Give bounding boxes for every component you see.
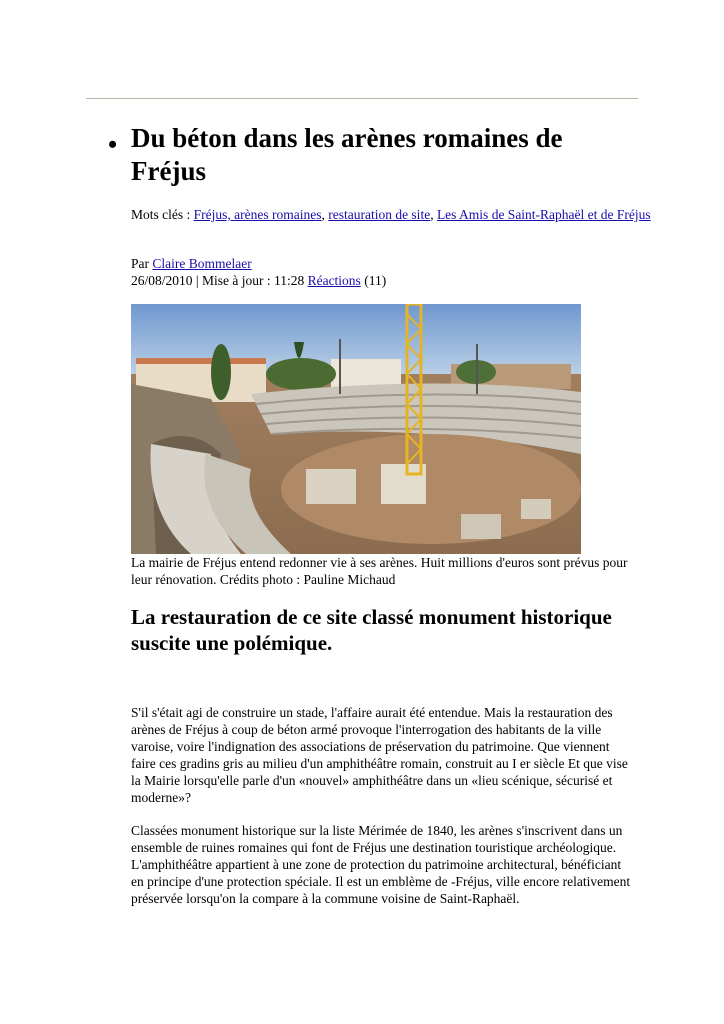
article-title: Du béton dans les arènes romaines de Fréjus bbox=[131, 123, 563, 186]
arena-photo bbox=[131, 304, 581, 554]
body-paragraph-2: Classées monument historique sur la liste Mérimée de 1840, les arènes s'inscrivent dans un ensemble de ruines romaines qui font de Fréjus une destination touristique archéologique. L'amphithéâtre appartient à une zone de protection du patrimoine architectural, bénéficiant en principe d'une protection spéciale. Il est un emblème de -Fréjus, ville encore relativement préservée lorsqu'on la compare à la commune voisine de Saint-Raphaël. bbox=[131, 823, 631, 906]
keyword-separator: , bbox=[321, 207, 329, 222]
author-link[interactable]: Claire Bommelaer bbox=[152, 256, 252, 271]
photo-caption: La mairie de Fréjus entend redonner vie à ses arènes. Huit millions d'euros sont prévus pour leur rénovation. Crédits photo : Pauline Michaud bbox=[131, 555, 628, 587]
keywords-line bbox=[131, 206, 651, 223]
byline bbox=[131, 255, 651, 289]
keyword-link-amis[interactable]: Les Amis de Saint-Raphaël et de Fréjus bbox=[436, 207, 651, 222]
author-prefix: Par bbox=[131, 256, 153, 271]
article-subtitle: La restauration de ce site classé monument historique suscite une polémique. bbox=[131, 605, 612, 655]
title-bullet: • bbox=[108, 130, 118, 159]
author-line bbox=[131, 255, 651, 272]
body-paragraph-1: S'il s'était agi de construire un stade, l'affaire aurait été entendue. Mais la restauration des arènes de Fréjus à coup de béton armé provoque l'interrogation des habitants de la ville varoise, voire l'indignation des associations de préservation du patrimoine. Que viennent faire ces gradins gris au milieu d'un amphithéâtre romain, construit au I er siècle Et que vise la Mairie lorsqu'elle parle d'un «nouvel» amphithéâtre dans un «lieu scénique, sécurisé et moderne»? bbox=[131, 705, 628, 805]
top-divider bbox=[86, 98, 638, 99]
dateline: 26/08/2010 | Mise à jour : 11:28 bbox=[131, 273, 308, 288]
keyword-link-restauration[interactable]: restauration de site bbox=[328, 207, 431, 222]
reactions-link[interactable]: Réactions bbox=[307, 273, 361, 288]
reactions-count: (11) bbox=[360, 273, 387, 288]
keyword-separator: , bbox=[430, 207, 437, 222]
date-line bbox=[131, 272, 651, 289]
keyword-link-frejus[interactable]: Fréjus, arènes romaines bbox=[193, 207, 322, 222]
keywords-prefix: Mots clés : bbox=[131, 207, 194, 222]
